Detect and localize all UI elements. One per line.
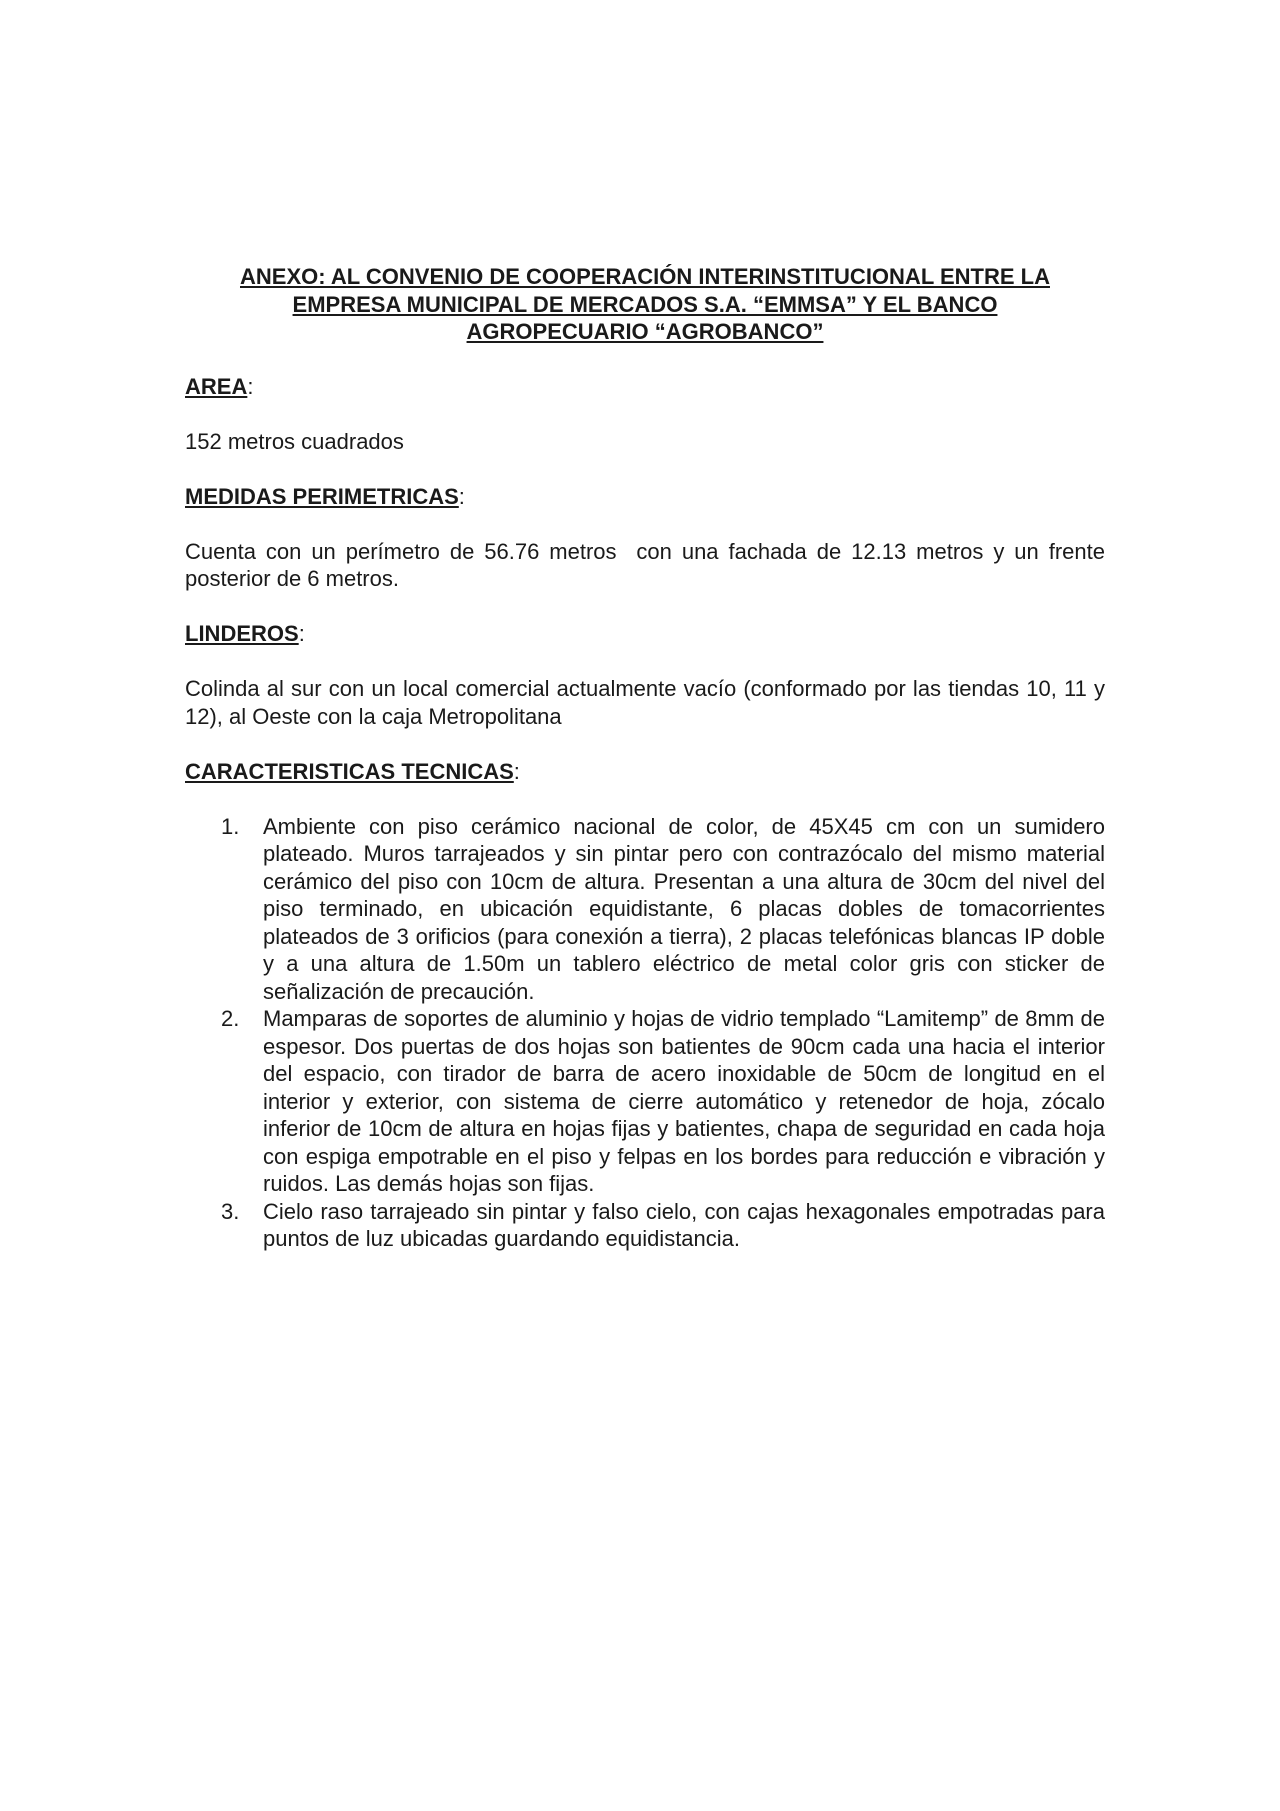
list-item-number: 3.: [221, 1198, 240, 1224]
title-line-2: EMPRESA MUNICIPAL DE MERCADOS S.A. “EMMSA” Y EL BANCO: [292, 291, 998, 317]
linderos-heading-colon: :: [298, 621, 305, 646]
area-heading-colon: :: [247, 373, 254, 399]
caracteristicas-heading-colon: :: [513, 758, 520, 784]
medidas-heading-text: MEDIDAS PERIMETRICAS: [185, 483, 459, 509]
linderos-heading: [185, 620, 1105, 648]
medidas-heading: [185, 483, 1105, 511]
linderos-heading-text: LINDEROS: [185, 621, 299, 646]
title-line-3: AGROPECUARIO “AGROBANCO”: [466, 319, 824, 344]
list-item-text: Mamparas de soportes de aluminio y hojas de vidrio templado “Lamitemp” de 8mm de espesor. Dos puertas de dos hojas son batientes de 90cm cada una hacia el interior del espacio, con tirador de barra de acero inoxidable de 50cm de longitud en el interior y exterior, con sistema de cierre automático y retenedor de hoja, zócalo inferior de 10cm de altura en hojas fijas y batientes, chapa de seguridad en cada hoja con espiga empotrable en el piso y felpas en los bordes para reducción e vibración y ruidos. Las demás hojas son fijas.: [263, 1006, 1105, 1196]
list-item-number: 1.: [221, 813, 240, 839]
caracteristicas-heading: [185, 758, 1105, 786]
caracteristicas-heading-text: CARACTERISTICAS TECNICAS: [185, 758, 514, 784]
linderos-text: Colinda al sur con un local comercial actualmente vacío (conformado por las tiendas 10, 11 y 12), al Oeste con la caja Metropolitana: [185, 676, 1105, 729]
list-item: [185, 813, 1105, 1006]
list-item-text: Ambiente con piso cerámico nacional de color, de 45X45 cm con un sumidero plateado. Muros tarrajeados y sin pintar pero con contrazócalo del mismo material cerámico del piso con 10cm de altura. Presentan a una altura de 30cm del nivel del piso terminado, en ubicación equidistante, 6 placas dobles de tomacorrientes plateados de 3 orificios (para conexión a tierra), 2 placas telefónicas blancas IP doble y a una altura de 1.50m un tablero eléctrico de metal color gris con sticker de señalización de precaución.: [263, 813, 1105, 1004]
list-item-number: 2.: [221, 1006, 240, 1031]
area-text: 152 metros cuadrados: [185, 428, 404, 454]
list-item: [185, 1198, 1105, 1253]
document-page: [185, 263, 1112, 1253]
list-item: [185, 1005, 1105, 1198]
medidas-heading-colon: :: [458, 483, 465, 509]
document-title: [185, 263, 1105, 346]
list-item-text: Cielo raso tarrajeado sin pintar y falso cielo, con cajas hexagonales empotradas para puntos de luz ubicadas guardando equidistancia.: [263, 1198, 1105, 1251]
medidas-text: Cuenta con un perímetro de 56.76 metros con una fachada de 12.13 metros y un frente posterior de 6 metros.: [185, 538, 1112, 591]
area-heading: [185, 373, 1105, 401]
title-line-1: ANEXO: AL CONVENIO DE COOPERACIÓN INTERINSTITUCIONAL ENTRE LA: [240, 264, 1050, 289]
area-heading-text: AREA: [185, 373, 248, 399]
caracteristicas-list: [185, 813, 1105, 1253]
